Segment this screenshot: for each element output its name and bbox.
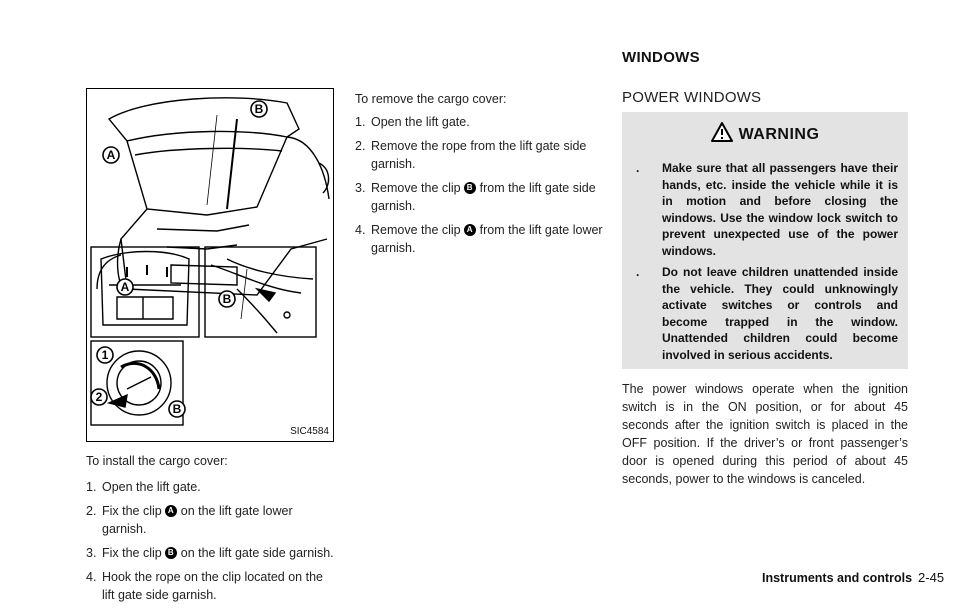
page-number: 2-45 xyxy=(918,570,945,585)
step-item xyxy=(355,179,609,215)
label-a-inset xyxy=(117,279,133,295)
label-a-main xyxy=(103,147,119,163)
clip-label-badge: A xyxy=(165,505,177,517)
svg-text:A: A xyxy=(120,280,130,294)
step-item xyxy=(355,137,609,173)
step-number: 1. xyxy=(86,480,97,494)
remove-intro: To remove the cargo cover: xyxy=(355,92,507,106)
step-number: 4. xyxy=(86,570,97,584)
step-number: 4. xyxy=(355,223,366,237)
svg-text:2: 2 xyxy=(95,390,103,404)
step-text: Hook the rope on the clip located on the lift gate side garnish. xyxy=(102,570,323,602)
cargo-cover-illustration xyxy=(87,89,332,440)
step-text: Fix the clip xyxy=(102,546,162,560)
warning-title-text: WARNING xyxy=(738,126,820,143)
figure-caption: SIC4584 xyxy=(290,426,329,437)
step-text: Remove the rope from the lift gate side garnish. xyxy=(371,139,587,171)
svg-text:B: B xyxy=(254,102,264,116)
step-text: Remove the clip xyxy=(371,223,461,237)
step-text: on the lift gate side garnish. xyxy=(180,546,334,560)
step-text: from the lift gate lower garnish. xyxy=(371,223,603,255)
warning-item-1 xyxy=(636,160,898,259)
footer-section: Instruments and controls xyxy=(762,571,913,585)
svg-text:A: A xyxy=(106,148,116,162)
clip-label-badge: B xyxy=(165,547,177,559)
step-text: Open the lift gate. xyxy=(371,115,470,129)
warning-triangle-icon xyxy=(711,122,733,142)
svg-text:1: 1 xyxy=(101,348,109,362)
label-2 xyxy=(91,389,107,405)
step-number: 3. xyxy=(86,546,97,560)
step-number: 1. xyxy=(355,115,366,129)
windows-heading: WINDOWS xyxy=(622,49,700,66)
step-number: 2. xyxy=(355,139,366,153)
step-text: Remove the clip xyxy=(371,181,461,195)
step-item xyxy=(355,221,609,257)
warning-title xyxy=(622,122,908,144)
step-text: on the lift gate lower garnish. xyxy=(102,504,293,536)
label-b-inset xyxy=(219,291,235,307)
remove-steps xyxy=(355,113,609,257)
step-item xyxy=(86,478,334,496)
step-number: 3. xyxy=(355,181,366,195)
step-item xyxy=(86,544,334,562)
label-b-circle xyxy=(169,401,185,417)
step-number: 2. xyxy=(86,504,97,518)
warning-text: Do not leave children unattended inside the vehicle. They could unknowingly activate switches or controls and become trapped in the window. Unattended children could become involved in serious accidents. xyxy=(662,265,898,362)
warning-item-2 xyxy=(636,264,898,363)
step-item xyxy=(86,502,334,538)
page-footer xyxy=(762,570,944,585)
install-intro: To install the cargo cover: xyxy=(86,454,228,468)
step-text: from the lift gate side garnish. xyxy=(371,181,596,213)
label-1 xyxy=(97,347,113,363)
svg-text:B: B xyxy=(222,292,232,306)
power-windows-heading: POWER WINDOWS xyxy=(622,89,762,106)
warning-bullet: . xyxy=(636,265,640,279)
remove-section xyxy=(355,90,609,263)
warning-text: Make sure that all passengers have their hands, etc. inside the vehicle while it is in motion and before closing the windows. Use the window lock switch to prevent unexpected use of the power windows. xyxy=(662,161,898,258)
cargo-cover-figure xyxy=(86,88,334,442)
step-text: Fix the clip xyxy=(102,504,162,518)
step-text: Open the lift gate. xyxy=(102,480,201,494)
warning-box xyxy=(622,112,908,369)
clip-label-badge: A xyxy=(464,224,476,236)
svg-text:B: B xyxy=(172,402,182,416)
install-steps xyxy=(86,478,334,604)
warning-bullet: . xyxy=(636,161,640,175)
step-item xyxy=(355,113,609,131)
power-windows-body: The power windows operate when the ignition switch is in the ON position, or for about 45 seconds after the ignition switch is placed in the OFF position. If the driver’s or front passenger’s door is opened during this period of about 45 seconds, power to the windows is canceled. xyxy=(622,382,908,486)
label-b-main xyxy=(251,101,267,117)
install-section xyxy=(86,452,334,610)
step-item xyxy=(86,568,334,604)
clip-label-badge: B xyxy=(464,182,476,194)
